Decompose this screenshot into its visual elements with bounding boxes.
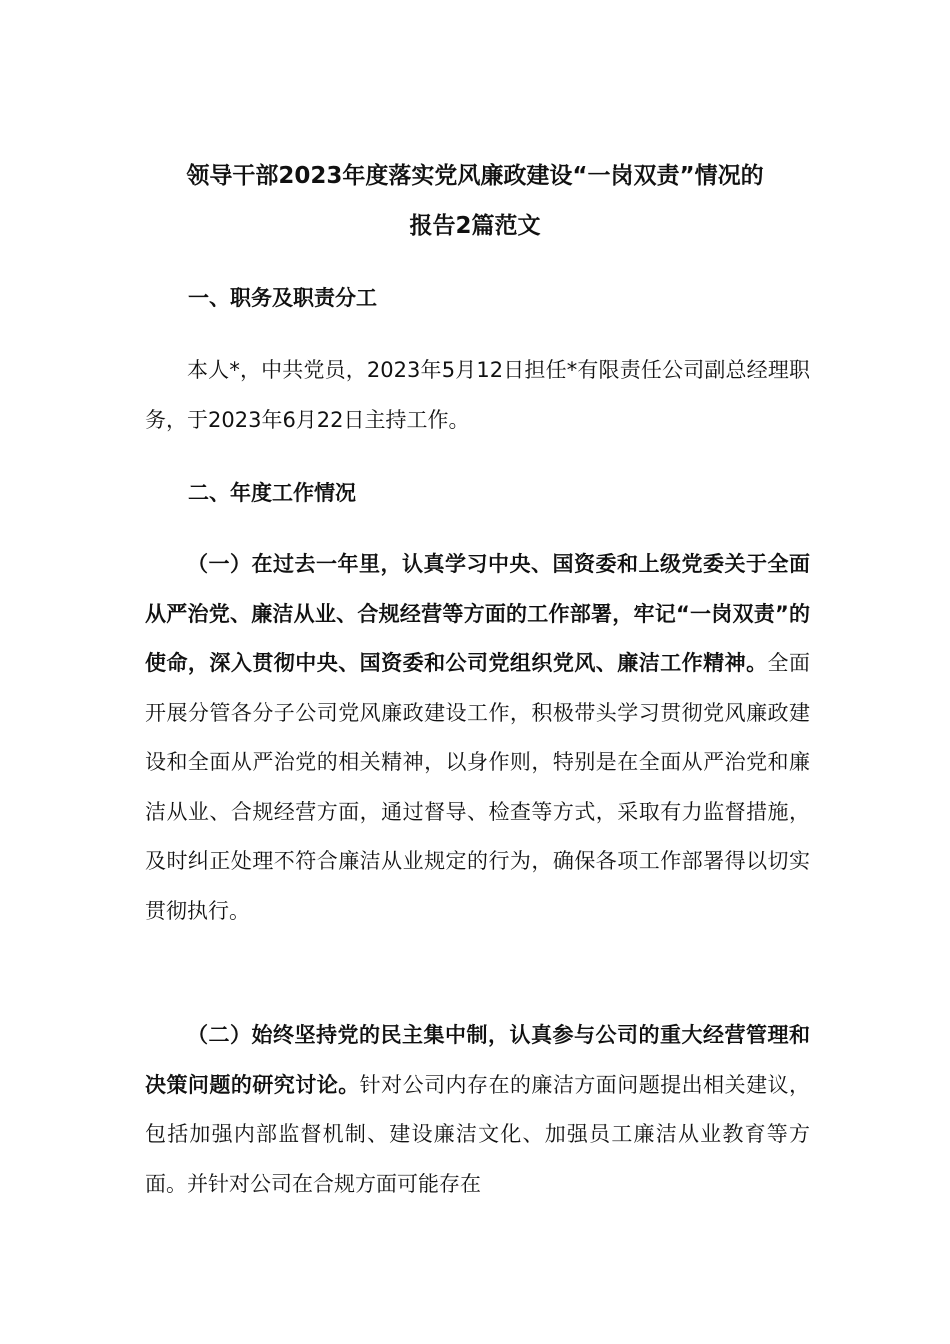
paragraph-work-item-2 bbox=[145, 1011, 810, 1209]
paragraph-personal-info bbox=[145, 346, 810, 445]
paragraph-bold-lead: （一）在过去一年里，认真学习中央、国资委和上级党委关于全面从严治党、廉洁从业、合规经营等方面的工作部署，牢记“一岗双责”的使命，深入贯彻中央、国资委和公司党组织党风、廉洁工作精神。 bbox=[145, 552, 810, 675]
paragraph-text: 针对公司内存在的廉洁方面问题提出相关建议，包括加强内部监督机制、建设廉洁文化、加强员工廉洁从业教育等方面。并针对公司在合规方面可能存在 bbox=[145, 1072, 811, 1196]
section-heading-annual-work: 二、年度工作情况 bbox=[188, 481, 356, 505]
document-title-line2: 报告2篇范文 bbox=[409, 213, 541, 239]
paragraph-text: 全面开展分管各分子公司党风廉政建设工作，积极带头学习贯彻党风廉政建设和全面从严治党的相关精神，以身作则，特别是在全面从严治党和廉洁从业、合规经营方面，通过督导、检查等方式，采取有力监督措施，及时纠正处理不符合廉洁从业规定的行为，确保各项工作部署得以切实贯彻执行。 bbox=[145, 651, 810, 923]
section-heading-duties: 一、职务及职责分工 bbox=[188, 286, 377, 310]
paragraph-bold-lead: （二）始终坚持党的民主集中制，认真参与公司的重大经营管理和决策问题的研究讨论。 bbox=[145, 1023, 810, 1097]
document-title-line1: 领导干部2023年度落实党风廉政建设“一岗双责”情况的 bbox=[186, 163, 764, 189]
paragraph-text: 本人*，中共党员，2023年5月12日担任*有限责任公司副总经理职务，于2023年6月22日主持工作。 bbox=[145, 358, 810, 432]
paragraph-work-item-1 bbox=[145, 540, 810, 936]
